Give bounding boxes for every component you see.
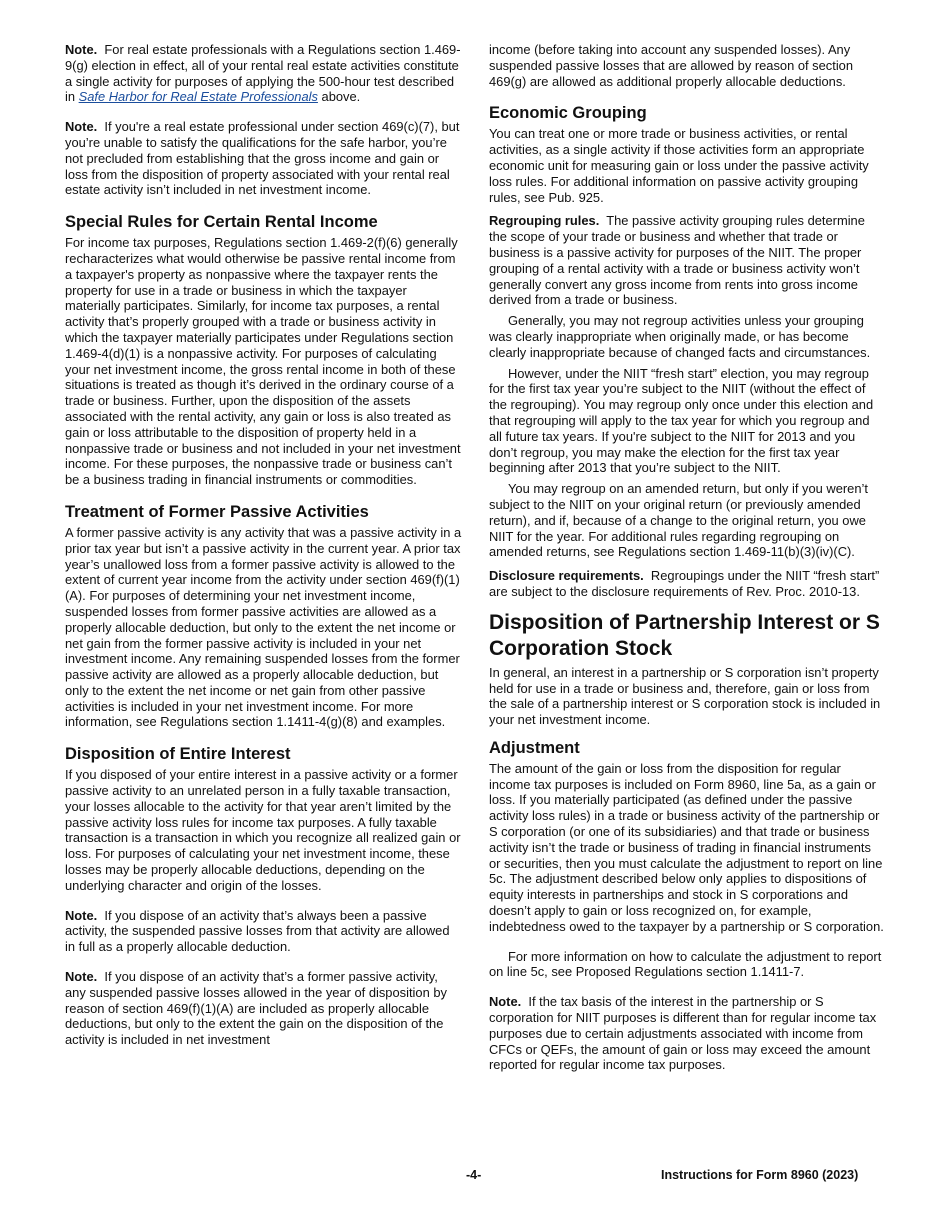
paragraph-economic-grouping: You can treat one or more trade or business activities, or rental activities, as a single activity if those activities form an appropriate economic unit for measuring gain or loss under the passive activity loss rules. For additional information on passive activity grouping rules, see Pub. 925. xyxy=(489,126,869,205)
paragraph-fresh-start: However, under the NIIT “fresh start” election, you may regroup for the first tax year you’re subject to the NIIT (without the effect of the regrouping). You may regroup only once under this election and that regrouping will apply to the tax year for which you regroup and all future tax years. If you're subject to the NIIT for 2013 and you don’t regroup, you may make the election for the first tax year beginning after 2013 that you’re subject to the NIIT. xyxy=(489,365,874,476)
page-number: -4- xyxy=(466,1168,482,1182)
paragraph-partnership: In general, an interest in a partnership or S corporation isn’t property held for use in a trade or business and, therefore, gain or loss from the sale of a partnership interest or S corporation stock is included in your net investment income. xyxy=(489,664,881,728)
heading-special-rules: Special Rules for Certain Rental Income xyxy=(65,213,378,232)
paragraph-generally: Generally, you may not regroup activities unless your grouping was clearly inappropriate when originally made, or has become clearly inappropriate because of changed facts and circumstances. xyxy=(489,313,871,360)
paragraph-regrouping-rules xyxy=(489,213,885,308)
note-real-estate-professional xyxy=(65,119,462,198)
heading-adjustment: Adjustment xyxy=(489,738,580,757)
note-text: If you're a real estate professional under section 469(c)(7), but you’re unable to satisfy the qualifications for the safe harbor, you’re not precluded from establishing that the gross income and gain or loss from the disposition of property associated with your rental real estate activity isn’t included in net investment income. xyxy=(65,119,460,198)
note-always-passive xyxy=(65,908,462,955)
paragraph-special-rules: For income tax purposes, Regulations section 1.469-2(f)(6) generally recharacterizes what would otherwise be passive rental income from a taxpayer's property as nonpassive where the taxpayer rents the property for use in a trade or business in which the taxpayer materially participates. Similarly, for income tax purposes, a rental activity that’s properly grouped with a trade or business activity in which the taxpayer materially participates under Regulations section 1.469-4(d)(1) is a nonpassive activity. For purposes of calculating your net investment income, the gross rental income in both of these situations is treated as though it’s derived in the ordinary course of a trade or business. Further, upon the disposition of the assets associated with the rental activity, any gain or loss is also treated as gain or loss attributable to the disposition of property held in a nonpassive trade or business and not included in your net investment income. For these purposes, the nonpassive trade or business can’t be a business trading in financial instruments or commodities. xyxy=(65,235,461,488)
note-text: If the tax basis of the interest in the partnership or S corporation for NIIT purposes is different than for regular income tax purposes due to certain adjustments associated with income from CFCs or QEFs, the amount of gain or loss may exceed the amount reported for regular income tax purposes. xyxy=(489,994,877,1073)
note-lead: Note. xyxy=(65,907,98,923)
note-text: If you dispose of an activity that’s a former passive activity, any suspended passive losses allowed in the year of disposition by reason of section 469(f)(1)(A) are included as properly allocable deductions, but only to the extent the gain on the disposition of the activity is included in net investment xyxy=(65,969,447,1048)
regrouping-lead: Regrouping rules. xyxy=(489,213,600,229)
paragraph-more-info: For more information on how to calculate the adjustment to report on line 5c, see Proposed Regulations section 1.1411-7. xyxy=(489,948,882,980)
note-lead: Note. xyxy=(65,969,98,985)
disclosure-text: Regroupings under the NIIT “fresh start” are subject to the disclosure requirements of Rev. Proc. 2010-13. xyxy=(489,568,880,599)
safe-harbor-link[interactable]: Safe Harbor for Real Estate Professionals xyxy=(78,89,318,105)
paragraph-disclosure xyxy=(489,568,885,600)
note-former-passive-disposal xyxy=(65,969,462,1048)
heading-economic-grouping: Economic Grouping xyxy=(489,104,647,123)
note-text: If you dispose of an activity that’s always been a passive activity, the suspended passive losses from that activity are allowed in full as a properly allocable deduction. xyxy=(65,907,450,955)
paragraph-adjustment: The amount of the gain or loss from the disposition for regular income tax purposes is included on Form 8960, line 5a, as a gain or loss. If you materially participated (as defined under the passive activity loss rules) in a trade or business activity of the partnership or S corporation (or one of its subsidiaries) and that trade or business activity isn’t the trade or business of trading in financial instruments or securities, then you must calculate the adjustment to report on line 5c. The adjustment described below only applies to dispositions of equity interests in partnerships and stock in S corporations and doesn’t apply to gain or loss recognized on, for example, indebtedness owed to the taxpayer by a partnership or S corporation. xyxy=(489,760,884,934)
heading-entire-interest: Disposition of Entire Interest xyxy=(65,745,291,764)
note-text: For real estate professionals with a Regulations section 1.469-9(g) election in effect, all of your rental real estate activities constitute a single activity for purposes of applying the 500-hour test described in xyxy=(65,42,461,105)
note-tax-basis xyxy=(489,994,885,1073)
note-real-estate-election xyxy=(65,42,462,105)
disclosure-lead: Disclosure requirements. xyxy=(489,568,644,584)
form-title: Instructions for Form 8960 (2023) xyxy=(661,1168,859,1182)
right-column xyxy=(489,42,885,1087)
note-lead: Note. xyxy=(489,994,522,1010)
note-lead: Note. xyxy=(65,119,98,135)
paragraph-continuation: income (before taking into account any suspended losses). Any suspended passive losses that are allowed by reason of section 469(g) are allowed as additional properly allocable deductions. xyxy=(489,42,854,89)
note-text-end: above. xyxy=(317,89,361,105)
note-lead: Note. xyxy=(65,42,98,57)
paragraph-former-passive: A former passive activity is any activity that was a passive activity in a prior tax year but isn’t a passive activity in the current year. A prior tax year’s unallowed loss from a former passive activity is allowed to the extent of current year income from the activity under section 469(f)(1)(A). For purposes of determining your net investment income, suspended losses from former passive activities are allowed as a properly allocable deduction, but only to the extent the net income or net gain from the former passive activity is included in your net investment income. Any remaining suspended losses from the former passive activity are allowed as a properly allocable deduction, but only to the extent the net income or net gain from other passive activities is included in your net investment income. For more information, see Regulations section 1.1411-4(g)(8) and examples. xyxy=(65,524,462,730)
regrouping-text: The passive activity grouping rules determine the scope of your trade or business and whether that trade or business is a passive activity for purposes of the NIIT. The proper grouping of a rental activity with a trade or business activity won’t generally convert any gross income from rents into gross income derived from a trade or business. xyxy=(489,213,865,308)
paragraph-amended-return: You may regroup on an amended return, but only if you weren’t subject to the NIIT on your original return (or previously amended return), and if, because of a change to the original return, you owe NIIT for the year. For additional rules regarding regrouping on amended returns, see Regulations section 1.469-11(b)(3)(iv)(C). xyxy=(489,481,868,560)
heading-partnership-disposition: Disposition of Partnership Interest or S Corporation Stock xyxy=(489,610,880,660)
paragraph-entire-interest: If you disposed of your entire interest in a passive activity or a former passive activity to an unrelated person in a fully taxable transaction, your losses allocable to the activity for that year aren’t limited by the passive activity loss rules for income tax purposes. A fully taxable transaction is a transaction in which you recognize all realized gain or loss. For purposes of calculating your net investment income, these losses may be properly allocable deductions, depending on the underlying character and origin of the losses. xyxy=(65,767,461,893)
left-column xyxy=(65,42,462,1062)
heading-former-passive: Treatment of Former Passive Activities xyxy=(65,502,369,521)
